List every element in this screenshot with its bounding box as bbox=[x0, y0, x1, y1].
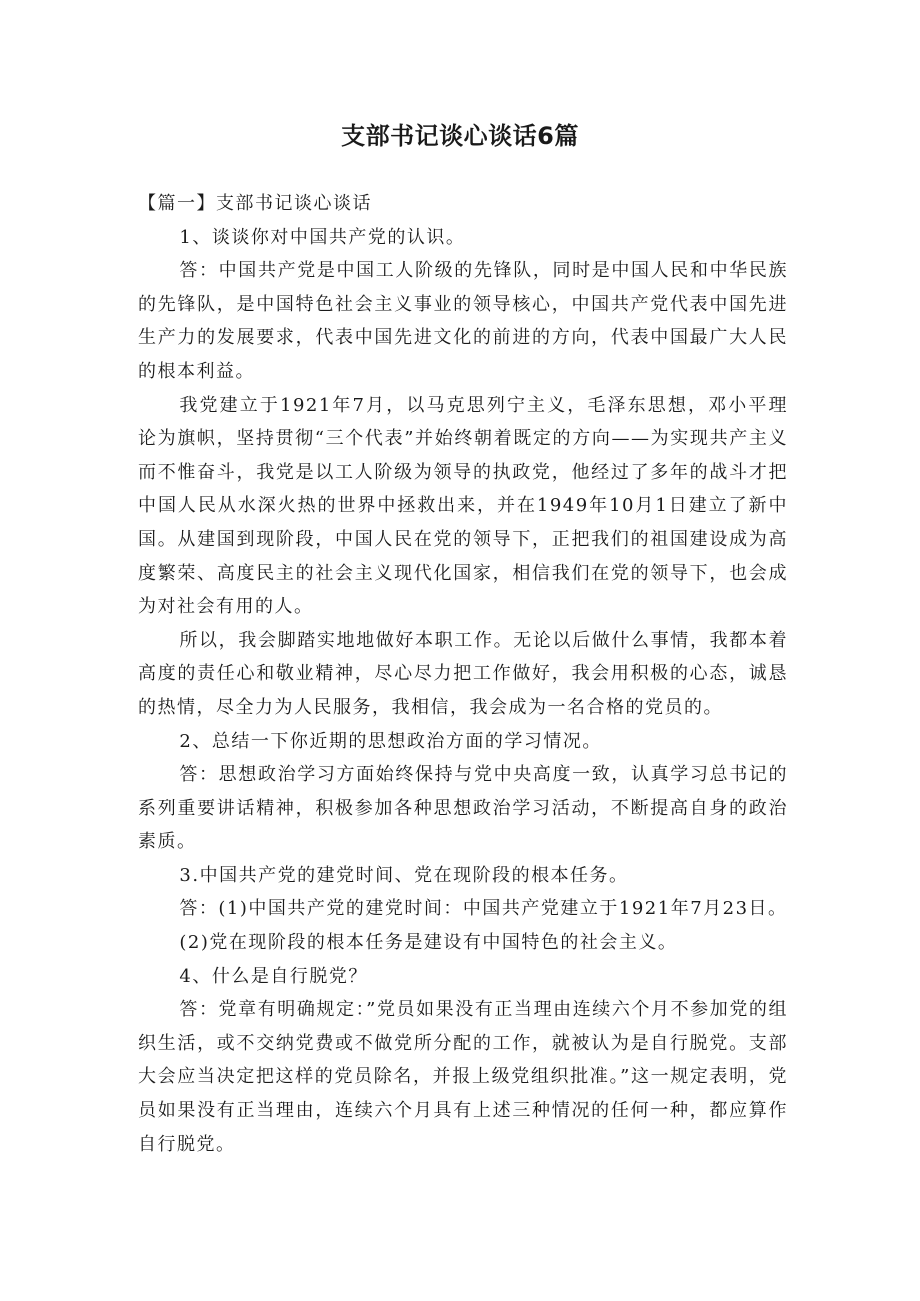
question-1: 1、谈谈你对中国共产党的认识。 bbox=[179, 226, 466, 248]
document-title: 支部书记谈心谈话6篇 bbox=[341, 122, 579, 150]
answer-3-part-2: (2)党在现阶段的根本任务是建设有中国特色的社会主义。 bbox=[179, 932, 678, 954]
section-heading: 【篇一】支部书记谈心谈话 bbox=[138, 193, 372, 214]
question-2: 2、总结一下你近期的思想政治方面的学习情况。 bbox=[179, 730, 602, 752]
answer-3-part-1: 答：(1)中国共产党的建党时间：中国共产党建立于1921年7月23日。 bbox=[179, 898, 788, 920]
document-body bbox=[138, 187, 788, 1161]
question-4: 4、什么是自行脱党？ bbox=[179, 965, 368, 987]
answer-2: 答：思想政治学习方面始终保持与党中央高度一致，认真学习总书记的系列重要讲话精神，积极参加各种思想政治学习活动，不断提高自身的政治素质。 bbox=[138, 764, 788, 853]
answer-1-commitment-paragraph: 所以，我会脚踏实地地做好本职工作。无论以后做什么事情，我都本着高度的责任心和敬业精神，尽心尽力把工作做好，我会用积极的心态，诚恳的热情，尽全力为人民服务，我相信，我会成为一名合格的党员的。 bbox=[138, 629, 788, 718]
answer-4: 答：党章有明确规定：”党员如果没有正当理由连续六个月不参加党的组织生活，或不交纳党费或不做党所分配的工作，就被认为是自行脱党。支部大会应当决定把这样的党员除名，并报上级党组织批准。”这一规定表明，党员如果没有正当理由，连续六个月具有上述三种情况的任何一种，都应算作自行脱党。 bbox=[138, 999, 788, 1155]
answer-1-history-paragraph: 我党建立于1921年7月，以马克思列宁主义，毛泽东思想，邓小平理论为旗帜，坚持贯彻“三个代表”并始终朝着既定的方向——为实现共产主义而不惟奋斗，我党是以工人阶级为领导的执政党，他经过了多年的战斗才把中国人民从水深火热的世界中拯救出来，并在1949年10月1日建立了新中国。从建国到现阶段，中国人民在党的领导下，正把我们的祖国建设成为高度繁荣、高度民主的社会主义现代化国家，相信我们在党的领导下，也会成为对社会有用的人。 bbox=[138, 394, 788, 618]
answer-1: 答：中国共产党是中国工人阶级的先锋队，同时是中国人民和中华民族的先锋队，是中国特色社会主义事业的领导核心，中国共产党代表中国先进生产力的发展要求，代表中国先进文化的前进的方向，代表中国最广大人民的根本利益。 bbox=[138, 260, 788, 382]
question-3: 3.中国共产党的建党时间、党在现阶段的根本任务。 bbox=[179, 864, 629, 886]
